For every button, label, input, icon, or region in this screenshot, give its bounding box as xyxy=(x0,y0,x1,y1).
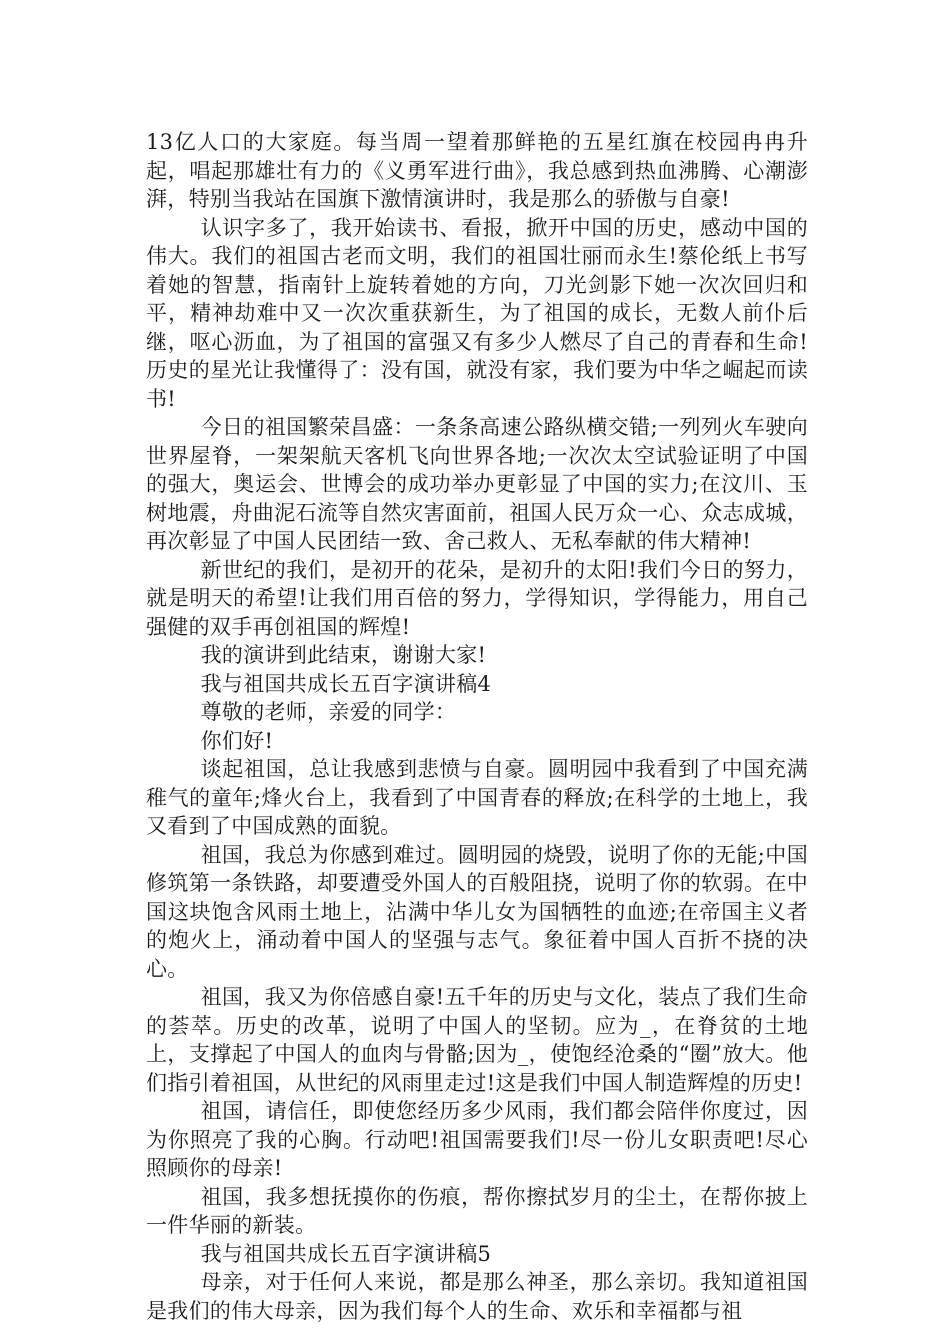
paragraph-10: 母亲，对于任何人来说，都是那么神圣，那么亲切。我知道祖国是我们的伟大母亲，因为我们每个人的生命、欢乐和幸福都与祖 xyxy=(146,1270,808,1323)
paragraph-7: 祖国，我又为你倍感自豪!五千年的历史与文化，装点了我们生命的荟萃。历史的改革，说明了中国人的坚韧。应为_，在脊贫的土地上，支撑起了中国人的血肉与骨骼;因为_，使饱经沧桑的“圈”放大。他们指引着祖国，从世纪的风雨里走过!这是我们中国人制造辉煌的历史! xyxy=(146,985,808,1095)
greeting: 你们好! xyxy=(200,728,274,753)
section-title-4: 我与祖国共成长五百字演讲稿4 xyxy=(200,671,492,696)
paragraph-3: 今日的祖国繁荣昌盛：一条条高速公路纵横交错;一列列火车驶向世界屋脊，一架架航天客机飞向世界各地;一次次太空试验证明了中国的强大，奥运会、世博会的成功举办更彰显了中国的实力;在汶川、玉树地震，舟曲泥石流等自然灾害面前，祖国人民万众一心、众志成城，再次彰显了中国人民团结一致、舍己救人、无私奉献的伟大精神! xyxy=(146,415,808,553)
paragraph-1: 13亿人口的大家庭。每当周一望着那鲜艳的五星红旗在校园冉冉升起，唱起那雄壮有力的《义勇军进行曲》，我总感到热血沸腾、心潮澎湃，特别当我站在国旗下激情演讲时，我是那么的骄傲与自豪! xyxy=(146,130,808,211)
closing-line: 我的演讲到此结束，谢谢大家! xyxy=(200,643,487,667)
paragraph-2: 认识字多了，我开始读书、看报，掀开中国的历史，感动中国的伟大。我们的祖国古老而文明，我们的祖国壮丽而永生!蔡伦纸上书写着她的智慧，指南针上旋转着她的方向，刀光剑影下她一次次回归和平，精神劫难中又一次次重获新生，为了祖国的成长，无数人前仆后继，呕心沥血，为了祖国的富强又有多少人燃尽了自己的青春和生命!历史的星光让我懂得了：没有国，就没有家，我们要为中华之崛起而读书! xyxy=(146,215,808,411)
paragraph-5: 谈起祖国，总让我感到悲愤与自豪。圆明园中我看到了中国充满稚气的童年;烽火台上，我看到了中国青春的释放;在科学的土地上，我又看到了中国成熟的面貌。 xyxy=(146,757,808,838)
paragraph-8: 祖国，请信任，即使您经历多少风雨，我们都会陪伴你度过，因为你照亮了我的心胸。行动吧!祖国需要我们!尽一份儿女职责吧!尽心照顾你的母亲! xyxy=(146,1099,808,1180)
paragraph-6: 祖国，我总为你感到难过。圆明园的烧毁，说明了你的无能;中国修筑第一条铁路，却要遭受外国人的百般阻挠，说明了你的软弱。在中国这块饱含风雨土地上，沾满中华儿女为国牺牲的血迹;在帝国主义者的炮火上，涌动着中国人的坚强与志气。象征着中国人百折不挠的决心。 xyxy=(146,842,808,981)
section-title-5: 我与祖国共成长五百字演讲稿5 xyxy=(200,1241,492,1266)
paragraph-4: 新世纪的我们，是初开的花朵，是初升的太阳!我们今日的努力，就是明天的希望!让我们用百倍的努力，学得知识，学得能力，用自己强健的双手再创祖国的辉煌! xyxy=(146,557,808,639)
salutation: 尊敬的老师，亲爱的同学： xyxy=(200,700,457,724)
document-body xyxy=(146,128,808,1325)
paragraph-9: 祖国，我多想抚摸你的伤痕，帮你擦拭岁月的尘土，在帮你披上一件华丽的新装。 xyxy=(146,1184,808,1237)
